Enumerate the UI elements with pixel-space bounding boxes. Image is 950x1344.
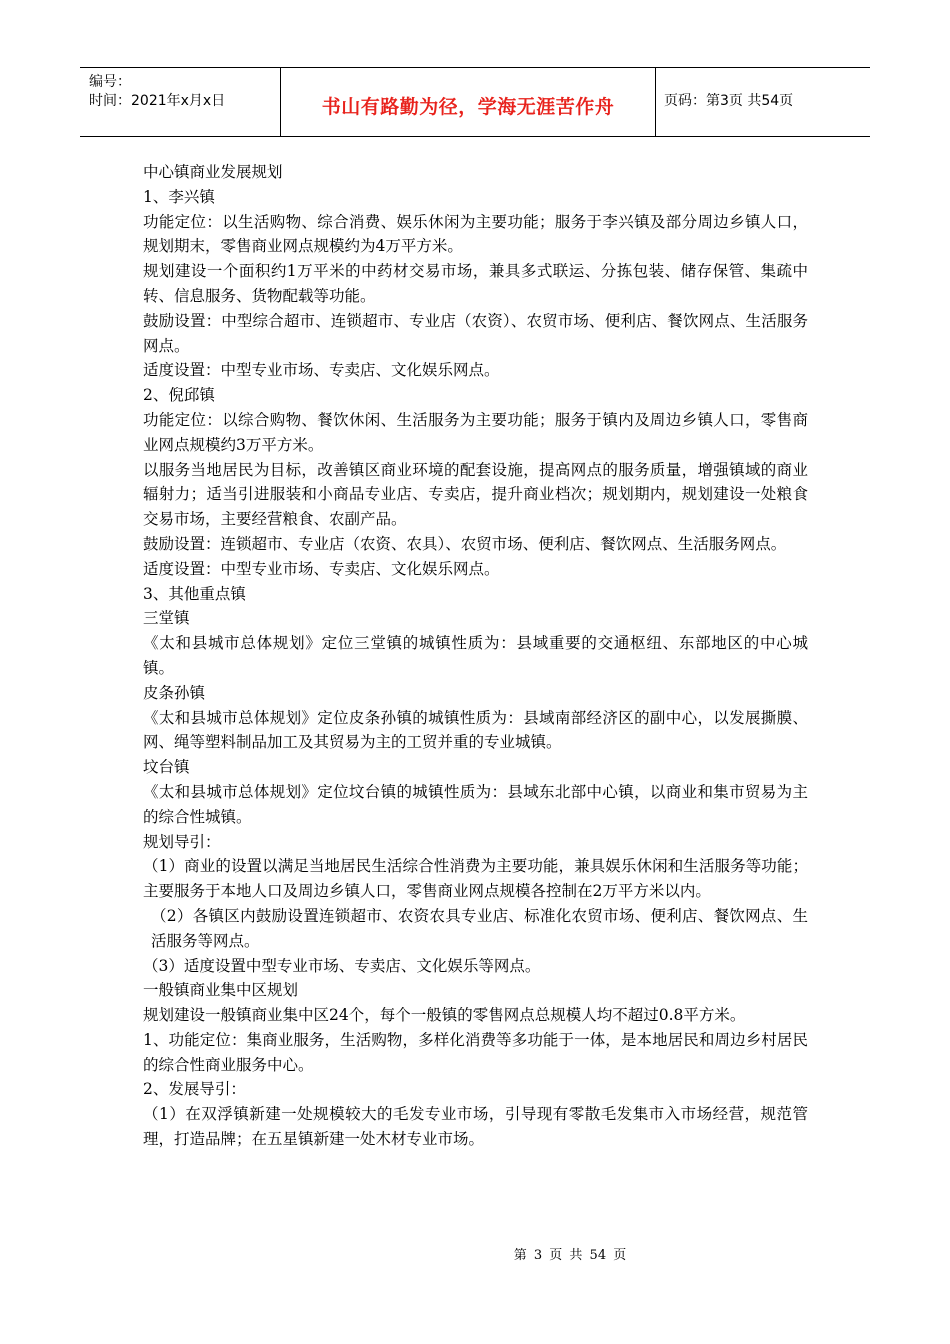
paragraph: 鼓励设置：中型综合超市、连锁超市、专业店（农资）、农贸市场、便利店、餐饮网点、生活服务网点。 [143, 311, 808, 355]
paragraph: 适度设置：中型专业市场、专卖店、文化娱乐网点。 [143, 559, 500, 578]
paragraph: 1、功能定位：集商业服务，生活购物，多样化消费等多功能于一体，是本地居民和周边乡村居民的综合性商业服务中心。 [143, 1030, 808, 1074]
paragraph: 《太和县城市总体规划》定位皮条孙镇的城镇性质为：县域南部经济区的副中心，以发展撕膜、网、绳等塑料制品加工及其贸易为主的工贸并重的专业城镇。 [143, 708, 808, 752]
list-item: （1）在双浮镇新建一处规模较大的毛发专业市场，引导现有零散毛发集市入市场经营，规范管理，打造品牌；在五星镇新建一处木材专业市场。 [143, 1105, 808, 1149]
list-item: （1）商业的设置以满足当地居民生活综合性消费为主要功能，兼具娱乐休闲和生活服务等功能；主要服务于本地人口及周边乡镇人口，零售商业网点规模各控制在2万平方米以内。 [143, 857, 808, 901]
paragraph: 适度设置：中型专业市场、专卖店、文化娱乐网点。 [143, 361, 500, 380]
list-item: （2）各镇区内鼓励设置连锁超市、农资农具专业店、标准化农贸市场、便利店、餐饮网点、生活服务等网点。 [151, 906, 808, 950]
header-page-info: 页码：第3页 共54页 [664, 93, 794, 109]
section-title: 中心镇商业发展规划 [143, 163, 283, 181]
subsection-heading: 规划导引： [143, 832, 221, 851]
subsection-heading: 1、李兴镇 [143, 187, 215, 206]
header-motto: 书山有路勤为径，学海无涯苦作舟 [281, 68, 656, 136]
section-title: 一般镇商业集中区规划 [143, 981, 299, 1000]
town-heading: 坟台镇 [143, 758, 190, 777]
town-heading: 皮条孙镇 [143, 683, 206, 702]
page-header [80, 67, 870, 137]
page-footer: 第 3 页 共 54 页 [513, 1248, 627, 1263]
town-heading: 三堂镇 [143, 609, 190, 628]
document-time-label: 时间：2021年x月x日 [89, 93, 226, 109]
subsection-heading: 2、发展导引： [143, 1080, 246, 1099]
list-item: （3）适度设置中型专业市场、专卖店、文化娱乐等网点。 [143, 956, 541, 975]
subsection-heading: 3、其他重点镇 [143, 584, 246, 603]
paragraph: 鼓励设置：连锁超市、专业店（农资、农具）、农贸市场、便利店、餐饮网点、生活服务网点。 [143, 534, 787, 553]
paragraph: 《太和县城市总体规划》定位三堂镇的城镇性质为：县域重要的交通枢纽、东部地区的中心城镇。 [143, 634, 808, 677]
paragraph: 规划建设一般镇商业集中区24个，每个一般镇的零售网点总规模人均不超过0.8平方米。 [143, 1006, 746, 1025]
paragraph: 功能定位：以生活购物、综合消费、娱乐休闲为主要功能；服务于李兴镇及部分周边乡镇人口，规划期末，零售商业网点规模约为4万平方米。 [143, 212, 808, 256]
paragraph: 以服务当地居民为目标，改善镇区商业环境的配套设施，提高网点的服务质量，增强镇域的商业辐射力；适当引进服装和小商品专业店、专卖店，提升商业档次；规划期内，规划建设一处粮食交易市场，主要经营粮食、农副产品。 [143, 460, 808, 529]
paragraph: 《太和县城市总体规划》定位坟台镇的城镇性质为：县域东北部中心镇，以商业和集市贸易为主的综合性城镇。 [143, 782, 808, 826]
paragraph: 功能定位：以综合购物、餐饮休闲、生活服务为主要功能；服务于镇内及周边乡镇人口，零售商业网点规模约3万平方米。 [143, 410, 808, 454]
subsection-heading: 2、倪邱镇 [143, 386, 215, 405]
header-meta [80, 68, 281, 136]
document-number-label: 编号： [89, 74, 131, 90]
document-body [143, 160, 808, 1152]
paragraph: 规划建设一个面积约1万平米的中药材交易市场，兼具多式联运、分拣包装、储存保管、集疏中转、信息服务、货物配载等功能。 [143, 262, 808, 305]
